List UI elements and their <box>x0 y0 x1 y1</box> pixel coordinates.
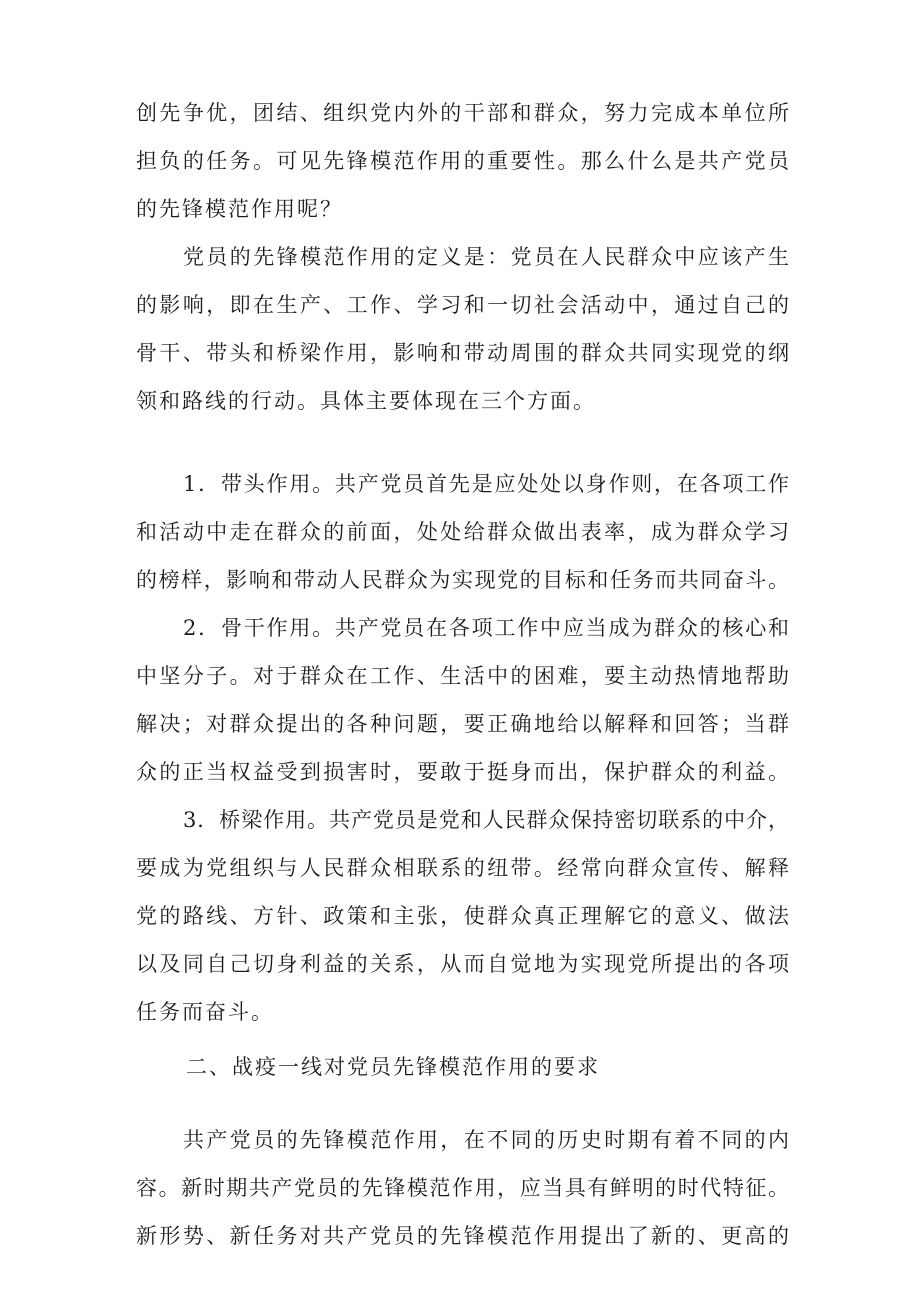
text-line: 众的正当权益受到损害时，要敢于挺身而出，保护群众的利益。 <box>136 760 789 784</box>
text-line: 党员的先锋模范作用的定义是：党员在人民群众中应该产生 <box>183 245 789 269</box>
list-item-paragraph <box>136 460 789 604</box>
text-line: 新形势、新任务对共产党员的先锋模范作用提出了新的、更高的 <box>136 1224 789 1248</box>
text-line: 任务而奋斗。 <box>136 1000 274 1024</box>
text-line: 的影响，即在生产、工作、学习和一切社会活动中，通过自己的 <box>136 293 789 317</box>
text-line: 共产党员的先锋模范作用，在不同的历史时期有着不同的内 <box>183 1128 789 1152</box>
text-line: 中坚分子。对于群众在工作、生活中的困难，要主动热情地帮助 <box>136 664 789 688</box>
section-heading: 二、战疫一线对党员先锋模范作用的要求 <box>186 1055 600 1079</box>
document-body <box>136 89 789 1260</box>
text-line: 党的路线、方针、政策和主张，使群众真正理解它的意义、做法 <box>136 904 789 928</box>
text-line: 和活动中走在群众的前面，处处给群众做出表率，成为群众学习 <box>136 520 789 544</box>
text-line: 的先锋模范作用呢？ <box>136 197 343 221</box>
text-line: 的榜样，影响和带动人民群众为实现党的目标和任务而共同奋斗。 <box>136 568 789 592</box>
text-line: 担负的任务。可见先锋模范作用的重要性。那么什么是共产党员 <box>136 149 789 173</box>
text-line: 以及同自己切身利益的关系，从而自觉地为实现党所提出的各项 <box>136 952 789 976</box>
text-line: 容。新时期共产党员的先锋模范作用，应当具有鲜明的时代特征。 <box>136 1176 789 1200</box>
list-item-paragraph <box>136 604 789 796</box>
text-line: 要成为党组织与人民群众相联系的纽带。经常向群众宣传、解释 <box>136 856 789 880</box>
paragraph <box>136 1116 789 1260</box>
text-line: 领和路线的行动。具体主要体现在三个方面。 <box>136 389 596 413</box>
text-line: 3．桥梁作用。共产党员是党和人民群众保持密切联系的中介， <box>183 808 789 832</box>
text-line: 1．带头作用。共产党员首先是应处处以身作则，在各项工作 <box>183 472 789 496</box>
paragraph <box>136 89 789 233</box>
text-line: 骨干、带头和桥梁作用，影响和带动周围的群众共同实现党的纲 <box>136 341 789 365</box>
list-item-paragraph <box>136 796 789 1036</box>
paragraph <box>136 233 789 425</box>
text-line: 解决；对群众提出的各种问题，要正确地给以解释和回答；当群 <box>136 712 789 736</box>
text-line: 创先争优，团结、组织党内外的干部和群众，努力完成本单位所 <box>136 101 789 125</box>
text-line: 2．骨干作用。共产党员在各项工作中应当成为群众的核心和 <box>183 616 789 640</box>
